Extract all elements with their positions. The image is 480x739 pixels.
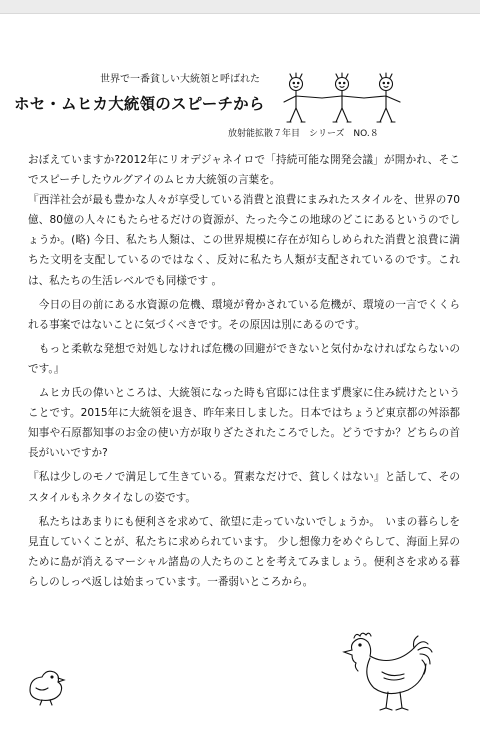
paragraph-flexible-thinking: もっと柔軟な発想で対処しなければ危機の回避ができないと気付かなければならないのです。』	[28, 342, 460, 375]
page-title: ホセ・ムヒカ大統領のスピーチから	[14, 95, 265, 113]
top-edge	[0, 0, 480, 14]
article-body	[28, 150, 460, 592]
paragraph-conclusion: 私たちはあまりにも便利さを求めて、欲望に走っていないでしょうか。 いまの暮らしを見直していくことが、私たちに求められています。 少し想像力をめぐらして、海面上昇のために島が消えるマーシャル諸島の人たちのことを考えてみましょう。便利さを求める暮らしのしっぺ返しは始まっています。一番弱いところから。	[28, 515, 460, 588]
paragraph-water-crisis: 今日の目の前にある水資源の危機、環境が脅かされている危機が、環境の一言でくくられる事案ではないことに気づくべきです。その原因は別にあるのです。	[28, 298, 460, 331]
paragraph-intro: おぼえていますか?2012年にリオデジャネイロで「持続可能な開発会議」が開かれ、そこでスピーチしたウルグアイのムヒカ大統領の言葉を。	[28, 154, 460, 187]
paragraph-simple-life-quote: 『私は少しのモノで満足して生きている。質素なだけで、貧しくはない』と話して、そのスタイルもネクタイなしの姿です。	[28, 471, 460, 504]
paragraph-quote: 『西洋社会が最も豊かな人々が享受している消費と浪費にまみれたスタイルを、世界の70億、80億の人々にもたらせるだけの資源が、たった今この地球のどこにあるというのでしょうか。(略) 今日、私たち人類は、この世界規模に存在が知らしめられた消費と浪費に満ちた文明を支配しているのではなく、反対に私たち人類が支配されているのです。これは、私たちの生活レベルでも同様です 。	[28, 194, 460, 287]
rooster-illustration	[338, 628, 444, 720]
subtitle: 世界で一番貧しい大統領と呼ばれた	[100, 74, 260, 85]
chick-illustration	[22, 666, 70, 706]
series-number: 放射能拡散７年目 シリーズ NO.８	[228, 129, 379, 139]
three-children-illustration	[278, 72, 406, 128]
paragraph-mujica-life: ムヒカ氏の偉いところは、大統領になった時も官邸には住まず農家に住み続けたということです。2015年に大統領を退き、昨年来日しました。日本ではちょうど東京都の舛添都知事や石原都知事のお金の使い方が取りざたされたころでした。どうですか？どちらの首長がいいですか?	[28, 387, 460, 460]
